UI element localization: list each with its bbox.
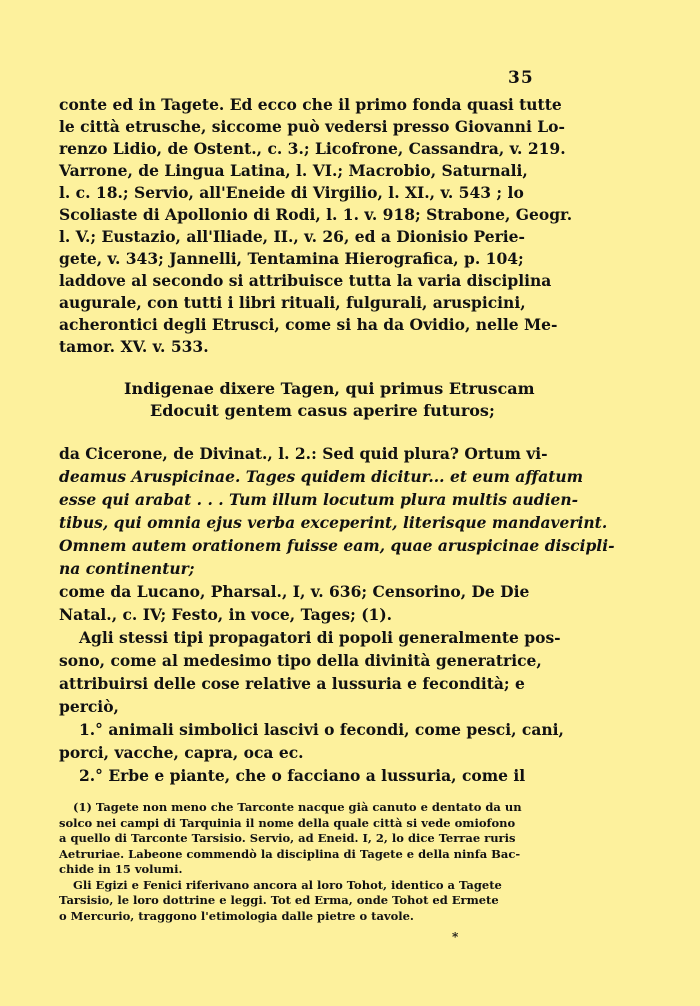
text-line: l. c. 18.; Servio, all'Eneide di Virgilio, l. XI., v. 543 ; lo (59, 183, 524, 202)
text-line: na continentur; (59, 559, 195, 578)
text-line: sono, come al medesimo tipo della divinità generatrice, (59, 651, 542, 670)
text-line: le città etrusche, siccome può vedersi presso Giovanni Lo- (59, 117, 565, 136)
text-line: porci, vacche, capra, oca ec. (59, 743, 304, 762)
text-line: 2.° Erbe e piante, che o facciano a lussuria, come il (79, 766, 526, 785)
text-line: perciò, (59, 697, 119, 716)
verse-quotation (124, 378, 535, 422)
text-line: Varrone, de Lingua Latina, l. VI.; Macrobio, Saturnali, (59, 161, 528, 180)
footnote-line: (1) Tagete non meno che Tarconte nacque già canuto e dentato da un (73, 800, 522, 814)
footnote-line: Gli Egizi e Fenici riferivano ancora al loro Tohot, identico a Tagete (73, 877, 502, 892)
footnote-line: a quello di Tarconte Tarsisio. Servio, ad Eneid. I, 2, lo dice Terrae ruris (59, 831, 516, 845)
text-line: conte ed in Tagete. Ed ecco che il primo fonda quasi tutte (59, 95, 562, 114)
footnote-line: o Mercurio, traggono l'etimologia dalle pietre o tavole. (59, 908, 414, 923)
text-line: Natal., c. IV; Festo, in voce, Tages; (1). (59, 605, 393, 624)
text-line: Omnem autem orationem fuisse eam, quae aruspicinae discipli- (59, 536, 615, 555)
text-line: augurale, con tutti i libri rituali, fulgurali, aruspicini, (59, 293, 526, 312)
text-line: da Cicerone, de Divinat., l. 2.: Sed quid plura? Ortum vi- (59, 444, 548, 463)
verse-line: Edocuit gentem casus aperire futuros; (150, 401, 495, 420)
footnote-line: chide in 15 volumi. (59, 862, 183, 876)
main-paragraph (59, 94, 573, 358)
page-number: 35 (508, 68, 534, 88)
text-line: l. V.; Eustazio, all'Iliade, II., v. 26, ed a Dionisio Perie- (59, 227, 525, 246)
text-line: gete, v. 343; Jannelli, Tentamina Hierografica, p. 104; (59, 249, 524, 268)
text-line: acherontici degli Etrusci, come si ha da Ovidio, nelle Me- (59, 315, 558, 334)
text-line: tibus, qui omnia ejus verba exceperint, literisque mandaverint. (59, 513, 608, 532)
text-line: Agli stessi tipi propagatori di popoli generalmente pos- (79, 628, 561, 647)
text-line: tamor. XV. v. 533. (59, 337, 209, 356)
second-paragraph (59, 442, 615, 787)
text-line: laddove al secondo si attribuisce tutta la varia disciplina (59, 271, 552, 290)
footnote-line: Aetruriae. Labeone commendò la disciplina di Tagete e della ninfa Bac- (59, 846, 521, 861)
text-line: Scoliaste di Apollonio di Rodi, l. 1. v. 918; Strabone, Geogr. (59, 205, 573, 224)
text-line: deamus Aruspicinae. Tages quidem dicitur... et eum affatum (59, 467, 584, 486)
text-line: 1.° animali simbolici lascivi o fecondi, come pesci, cani, (79, 720, 564, 739)
text-line: esse qui arabat . . . Tum illum locutum plura multis audien- (59, 490, 579, 509)
text-line: attribuirsi delle cose relative a lussuria e fecondità; e (59, 674, 525, 693)
ornament-mark: * (452, 930, 459, 944)
text-line: come da Lucano, Pharsal., I, v. 636; Censorino, De Die (59, 582, 530, 601)
footnotes (59, 800, 555, 924)
footnote-line: solco nei campi di Tarquinia il nome della quale città si vede omiofono (59, 815, 516, 830)
footnote-line: Tarsisio, le loro dottrine e leggi. Tot ed Erma, onde Tohot ed Ermete (59, 893, 499, 907)
text-line: renzo Lidio, de Ostent., c. 3.; Licofrone, Cassandra, v. 219. (59, 139, 566, 158)
verse-line: Indigenae dixere Tagen, qui primus Etruscam (124, 379, 535, 398)
